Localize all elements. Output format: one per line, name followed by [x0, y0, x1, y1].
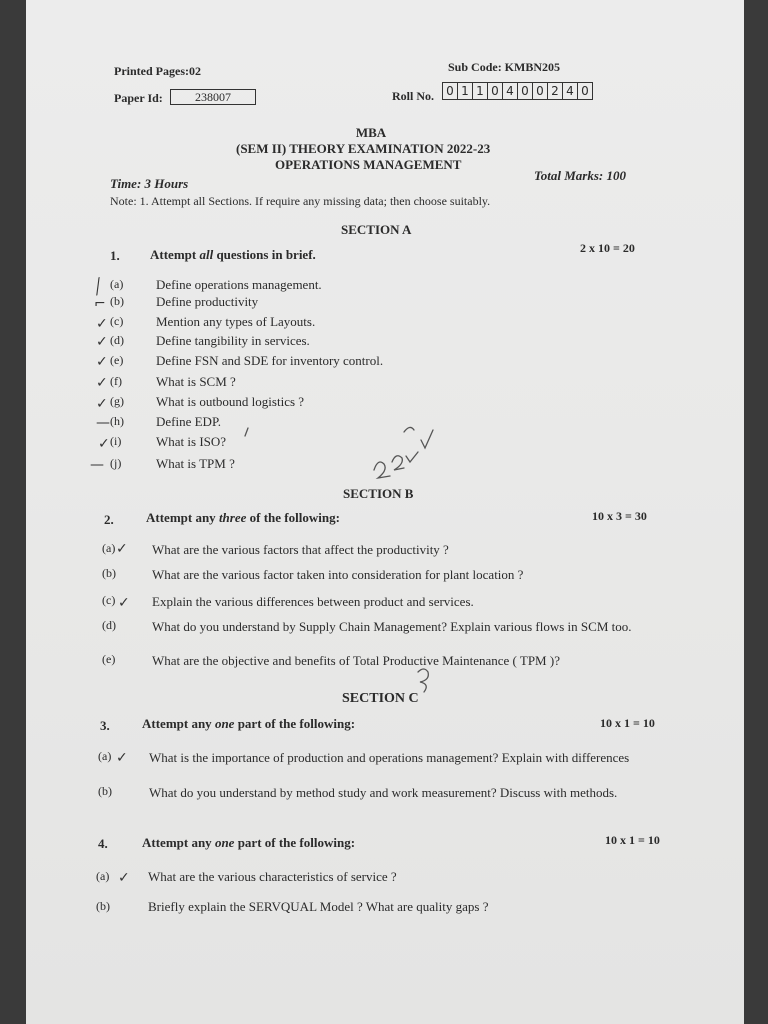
section-a-marks: 2 x 10 = 20 [580, 241, 635, 255]
paper-id-box: 238007 [170, 89, 256, 105]
question-label: (c) [110, 314, 124, 328]
question-label: (i) [110, 434, 122, 448]
margin-tick-icon: ✓ [96, 396, 108, 412]
question-text: Define FSN and SDE for inventory control. [156, 353, 384, 368]
question-label: (c) [102, 593, 116, 607]
q3-qno: 3. [100, 718, 110, 733]
sub-code: Sub Code: KMBN205 [448, 60, 561, 74]
section-c-heading: SECTION C [342, 691, 419, 706]
handwritten-mark-1 [374, 462, 390, 478]
question-label: (b) [96, 899, 110, 913]
paper-id-label: Paper Id: [114, 91, 163, 105]
handwritten-tick-2 [421, 430, 433, 448]
margin-tick-icon: ✓ [96, 316, 108, 332]
roll-digit: 0 [518, 83, 533, 99]
question-label: (f) [110, 374, 122, 388]
roll-digit: 0 [488, 83, 503, 99]
question-text: What are the various factors that affect the productivity ? [152, 542, 449, 557]
handwritten-tick-1 [406, 452, 418, 462]
question-text: Define productivity [156, 294, 259, 309]
question-label: (a) [110, 277, 124, 291]
question-label: (b) [98, 784, 112, 798]
question-text: What is outbound logistics ? [156, 394, 305, 409]
question-label: (d) [102, 618, 116, 632]
printed-pages: Printed Pages:02 [114, 64, 201, 78]
margin-tick-icon: ✓ [98, 436, 110, 452]
question-text: What is the importance of production and operations management? Explain with differences [149, 750, 630, 765]
program-title: MBA [355, 125, 387, 140]
question-label: (a) [96, 869, 110, 883]
roll-digit: 1 [473, 83, 488, 99]
margin-tick-icon: ⌐ [94, 296, 106, 312]
margin-tick-icon: ✓ [118, 595, 130, 611]
roll-digit: 2 [548, 83, 563, 99]
question-label: (a) [98, 749, 112, 763]
section-b-qno: 2. [104, 512, 114, 527]
question-text: What are the objective and benefits of Total Productive Maintenance ( TPM )? [152, 653, 560, 668]
section-b-instruction: Attempt any three of the following: [146, 510, 340, 525]
question-text: What are the various characteristics of service ? [148, 869, 397, 884]
question-label: (a) [102, 541, 116, 555]
handwritten-mark-4 [418, 669, 428, 692]
margin-tick-icon: ✓ [96, 334, 108, 350]
total-marks: Total Marks: 100 [534, 168, 626, 183]
handwritten-mark-2 [392, 456, 404, 470]
margin-tick-icon: ✓ [118, 870, 130, 886]
question-text: Define tangibility in services. [156, 333, 310, 348]
question-text: Briefly explain the SERVQUAL Model ? What are quality gaps ? [148, 899, 489, 914]
q3-instruction: Attempt any one part of the following: [142, 716, 356, 731]
margin-tick-icon: ✓ [96, 354, 108, 370]
question-text: What are the various factor taken into consideration for plant location ? [152, 567, 524, 582]
time-allowed: Time: 3 Hours [110, 176, 189, 191]
question-text: Mention any types of Layouts. [156, 314, 316, 329]
question-label: (h) [110, 414, 124, 428]
roll-digit: 0 [533, 83, 548, 99]
roll-digit: 0 [581, 84, 589, 98]
question-label: (j) [110, 456, 122, 470]
exam-title: (SEM II) THEORY EXAMINATION 2022-23 [236, 141, 491, 156]
question-label: (g) [110, 394, 124, 408]
q3-marks: 10 x 1 = 10 [600, 716, 655, 730]
section-a-qno: 1. [110, 248, 120, 263]
roll-digit: 0 [443, 83, 458, 99]
q4-instruction: Attempt any one part of the following: [142, 835, 356, 850]
margin-tick-icon: ✓ [96, 375, 108, 391]
margin-tick-icon: ✓ [116, 750, 128, 766]
section-b-heading: SECTION B [343, 486, 414, 501]
question-text: Define operations management. [156, 277, 322, 292]
question-label: (e) [102, 652, 116, 666]
exam-paper [26, 0, 744, 1024]
roll-digit: 4 [503, 83, 518, 99]
question-label: (e) [110, 353, 124, 367]
question-text: Define EDP. [156, 414, 221, 429]
margin-tick-icon: ✓ [116, 541, 128, 557]
pencil-annotations [26, 0, 744, 1024]
handwritten-stroke [245, 428, 248, 436]
question-label: (b) [102, 566, 116, 580]
roll-digit: 4 [563, 83, 578, 99]
margin-tick-icon: — [96, 415, 110, 431]
question-text: What do you understand by Supply Chain Management? Explain various flows in SCM too. [152, 619, 632, 634]
section-b-marks: 10 x 3 = 30 [592, 509, 647, 523]
question-text: Explain the various differences between product and services. [152, 594, 474, 609]
margin-tick-icon: — [90, 457, 104, 473]
question-label: (d) [110, 333, 124, 347]
section-a-heading: SECTION A [341, 222, 412, 237]
roll-digit: 1 [458, 83, 473, 99]
q4-marks: 10 x 1 = 10 [605, 833, 660, 847]
subject-title: OPERATIONS MANAGEMENT [275, 157, 462, 172]
question-text: What is TPM ? [156, 456, 235, 471]
question-label: (b) [110, 294, 124, 308]
handwritten-mark-3 [404, 427, 414, 432]
note: Note: 1. Attempt all Sections. If require any missing data; then choose suitably. [110, 194, 491, 208]
question-text: What do you understand by method study and work measurement? Discuss with methods. [149, 785, 618, 800]
q4-qno: 4. [98, 836, 108, 851]
question-text: What is SCM ? [156, 374, 236, 389]
roll-no-label: Roll No. [392, 89, 434, 103]
margin-tick-icon: ╱ [91, 278, 105, 296]
section-a-instruction: Attempt all questions in brief. [150, 247, 316, 262]
question-text: What is ISO? [156, 434, 227, 449]
